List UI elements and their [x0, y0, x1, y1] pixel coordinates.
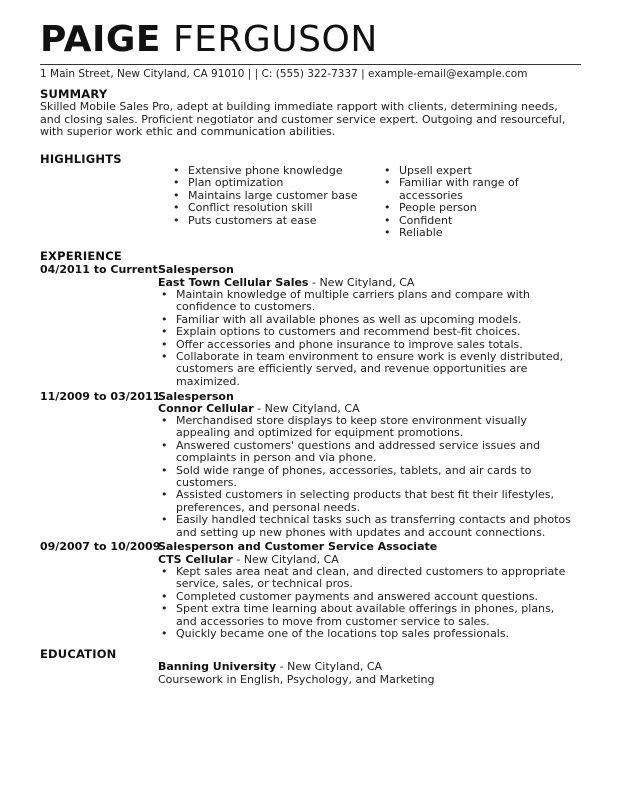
- highlights-list-right: [381, 165, 521, 239]
- resume-name: [40, 18, 378, 62]
- experience-heading: EXPERIENCE: [40, 249, 122, 263]
- company-name: CTS Cellular: [158, 553, 233, 566]
- first-name: PAIGE: [40, 19, 161, 60]
- list-item: • Upsell expert: [381, 165, 521, 177]
- list-item: • Assisted customers in selecting products that best fit their lifestyles, preferences, and personal needs.: [158, 489, 578, 514]
- list-item: • Familiar with all available phones as well as upcoming models.: [158, 314, 578, 326]
- contact-line: 1 Main Street, New Cityland, CA 91010 | | C: (555) 322-7337 | example-email@example.com: [40, 68, 528, 80]
- list-item: • Sold wide range of phones, accessories, tablets, and air cards to customers.: [158, 465, 578, 490]
- list-item: • Maintain knowledge of multiple carriers plans and compare with confidence to customers.: [158, 289, 578, 314]
- job-bullets: [158, 289, 578, 388]
- job-title: Salesperson: [158, 390, 234, 403]
- education-coursework: Coursework in English, Psychology, and Marketing: [158, 673, 435, 686]
- highlights-list-left: [170, 165, 370, 227]
- list-item: • Familiar with range of accessories: [381, 177, 521, 202]
- job-dates: 04/2011 to Current: [40, 263, 158, 276]
- list-item: • People person: [381, 202, 521, 214]
- company-location: - New Cityland, CA: [308, 276, 415, 289]
- list-item: • Merchandised store displays to keep store environment visually appealing and optimized for equipment promotions.: [158, 415, 578, 440]
- list-item: • Conflict resolution skill: [170, 202, 370, 214]
- list-item: • Answered customers' questions and addressed service issues and complaints in person and via phone.: [158, 440, 578, 465]
- header-divider: [40, 64, 581, 65]
- job-title: Salesperson: [158, 263, 234, 276]
- list-item: • Kept sales area neat and clean, and directed customers to appropriate service, sales, or technical pros.: [158, 566, 578, 591]
- company-location: - New Cityland, CA: [253, 402, 360, 415]
- company-name: Connor Cellular: [158, 402, 254, 415]
- list-item: • Puts customers at ease: [170, 215, 370, 227]
- job-bullets: [158, 415, 578, 539]
- list-item: • Spent extra time learning about available offerings in phones, plans, and accessories to move from customer service to sales.: [158, 603, 578, 628]
- job-dates: 09/2007 to 10/2009: [40, 540, 161, 553]
- list-item: • Easily handled technical tasks such as transferring contacts and photos and setting up new phones with updates and account connections.: [158, 514, 578, 539]
- list-item: • Plan optimization: [170, 177, 370, 189]
- school-name: Banning University: [158, 660, 277, 673]
- job-bullets: [158, 566, 578, 640]
- list-item: • Reliable: [381, 227, 521, 239]
- education-heading: EDUCATION: [40, 647, 117, 661]
- list-item: • Completed customer payments and answered account questions.: [158, 591, 578, 603]
- list-item: • Offer accessories and phone insurance to improve sales totals.: [158, 339, 578, 351]
- summary-text: Skilled Mobile Sales Pro, adept at building immediate rapport with clients, determining needs, and closing sales. Proficient negotiator and customer service expert. Outgoing and resourceful, with superior work ethic and communication abilities.: [40, 100, 566, 138]
- list-item: • Quickly became one of the locations top sales professionals.: [158, 628, 578, 640]
- highlights-heading: HIGHLIGHTS: [40, 152, 122, 166]
- list-item: • Collaborate in team environment to ensure work is evenly distributed, customers are efficiently served, and revenue opportunities are maximized.: [158, 351, 578, 388]
- list-item: • Explain options to customers and recommend best-fit choices.: [158, 326, 578, 338]
- summary-heading: SUMMARY: [40, 87, 108, 101]
- company-name: East Town Cellular Sales: [158, 276, 309, 289]
- school-location: - New Cityland, CA: [276, 660, 383, 673]
- last-name: FERGUSON: [172, 19, 378, 60]
- list-item: • Extensive phone knowledge: [170, 165, 370, 177]
- company-location: - New Cityland, CA: [232, 553, 339, 566]
- list-item: • Confident: [381, 215, 521, 227]
- education-school: [158, 660, 382, 673]
- job-dates: 11/2009 to 03/2011: [40, 390, 161, 403]
- list-item: • Maintains large customer base: [170, 190, 370, 202]
- job-title: Salesperson and Customer Service Associate: [158, 540, 438, 553]
